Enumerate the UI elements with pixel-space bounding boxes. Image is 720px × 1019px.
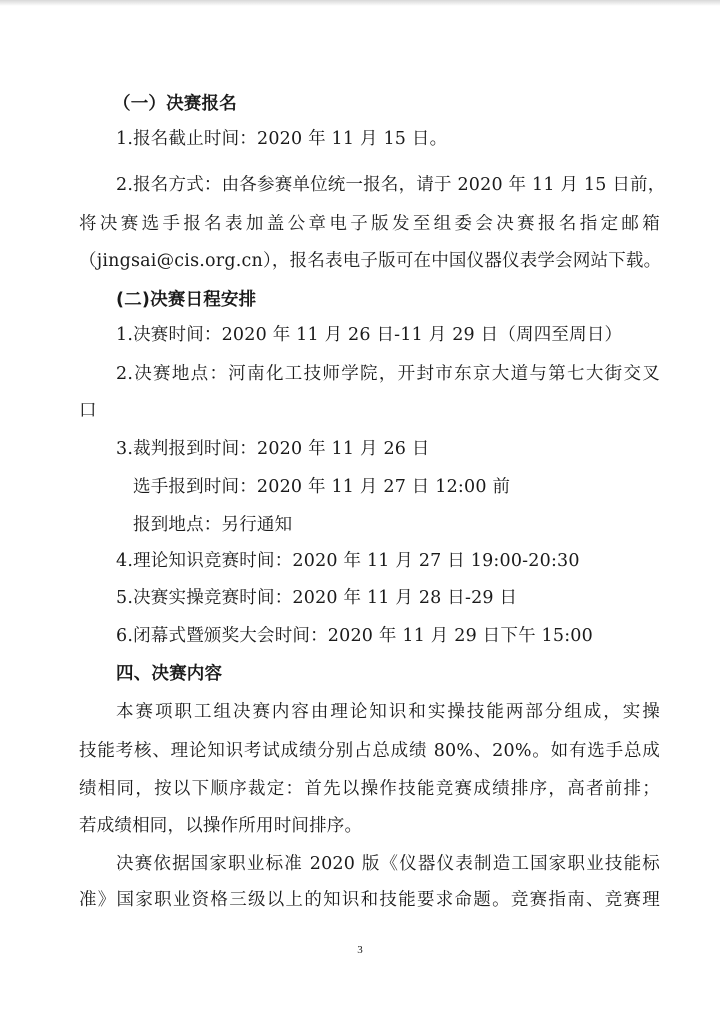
content-paragraph-1-line-2: 技能考核、理论知识考试成绩分别占总成绩 80%、20%。如有选手总成	[79, 741, 660, 761]
schedule-theory-time: 4.理论知识竞赛时间：2020 年 11 月 27 日 19:00-20:30	[116, 551, 580, 571]
schedule-player-checkin: 选手报到时间：2020 年 11 月 27 日 12:00 前	[133, 477, 511, 497]
section-heading-content: 四、决赛内容	[116, 664, 223, 684]
schedule-judge-checkin: 3.裁判报到时间：2020 年 11 月 26 日	[116, 439, 430, 459]
content-paragraph-2-line-2: 准》国家职业资格三级以上的知识和技能要求命题。竞赛指南、竞赛理	[79, 890, 660, 910]
content-paragraph-2-line-1: 决赛依据国家职业标准 2020 版《仪器仪表制造工国家职业技能标	[116, 854, 660, 874]
registration-method-line-2: 将决赛选手报名表加盖公章电子版发至组委会决赛报名指定邮箱	[79, 214, 660, 234]
schedule-venue-line-2: 口	[79, 401, 97, 421]
content-paragraph-1-line-4: 若成绩相同，以操作所用时间排序。	[79, 816, 363, 836]
schedule-final-time: 1.决赛时间：2020 年 11 月 26 日-11 月 29 日（周四至周日）	[116, 325, 623, 345]
schedule-practice-time: 5.决赛实操竞赛时间：2020 年 11 月 28 日-29 日	[116, 588, 518, 608]
content-paragraph-1-line-3: 绩相同，按以下顺序裁定：首先以操作技能竞赛成绩排序，高者前排；	[79, 779, 660, 799]
section-heading-registration: （一）决赛报名	[113, 94, 237, 114]
schedule-closing-ceremony: 6.闭幕式暨颁奖大会时间：2020 年 11 月 29 日下午 15:00	[116, 626, 593, 646]
registration-method-line-1: 2.报名方式：由各参赛单位统一报名，请于 2020 年 11 月 15 日前，	[116, 175, 666, 195]
schedule-venue-line-1: 2.决赛地点：河南化工技师学院，开封市东京大道与第七大街交叉	[116, 364, 660, 384]
section-heading-schedule: (二)决赛日程安排	[116, 290, 257, 310]
content-paragraph-1-line-1: 本赛项职工组决赛内容由理论知识和实操技能两部分组成，实操	[116, 702, 660, 722]
schedule-checkin-location: 报到地点：另行通知	[133, 515, 293, 535]
registration-method-line-3: （jingsai@cis.org.cn），报名表电子版可在中国仪器仪表学会网站下载。	[79, 251, 662, 271]
registration-deadline: 1.报名截止时间：2020 年 11 月 15 日。	[116, 129, 448, 149]
page-number: 3	[357, 944, 363, 956]
scan-edge-shadow	[0, 0, 720, 6]
